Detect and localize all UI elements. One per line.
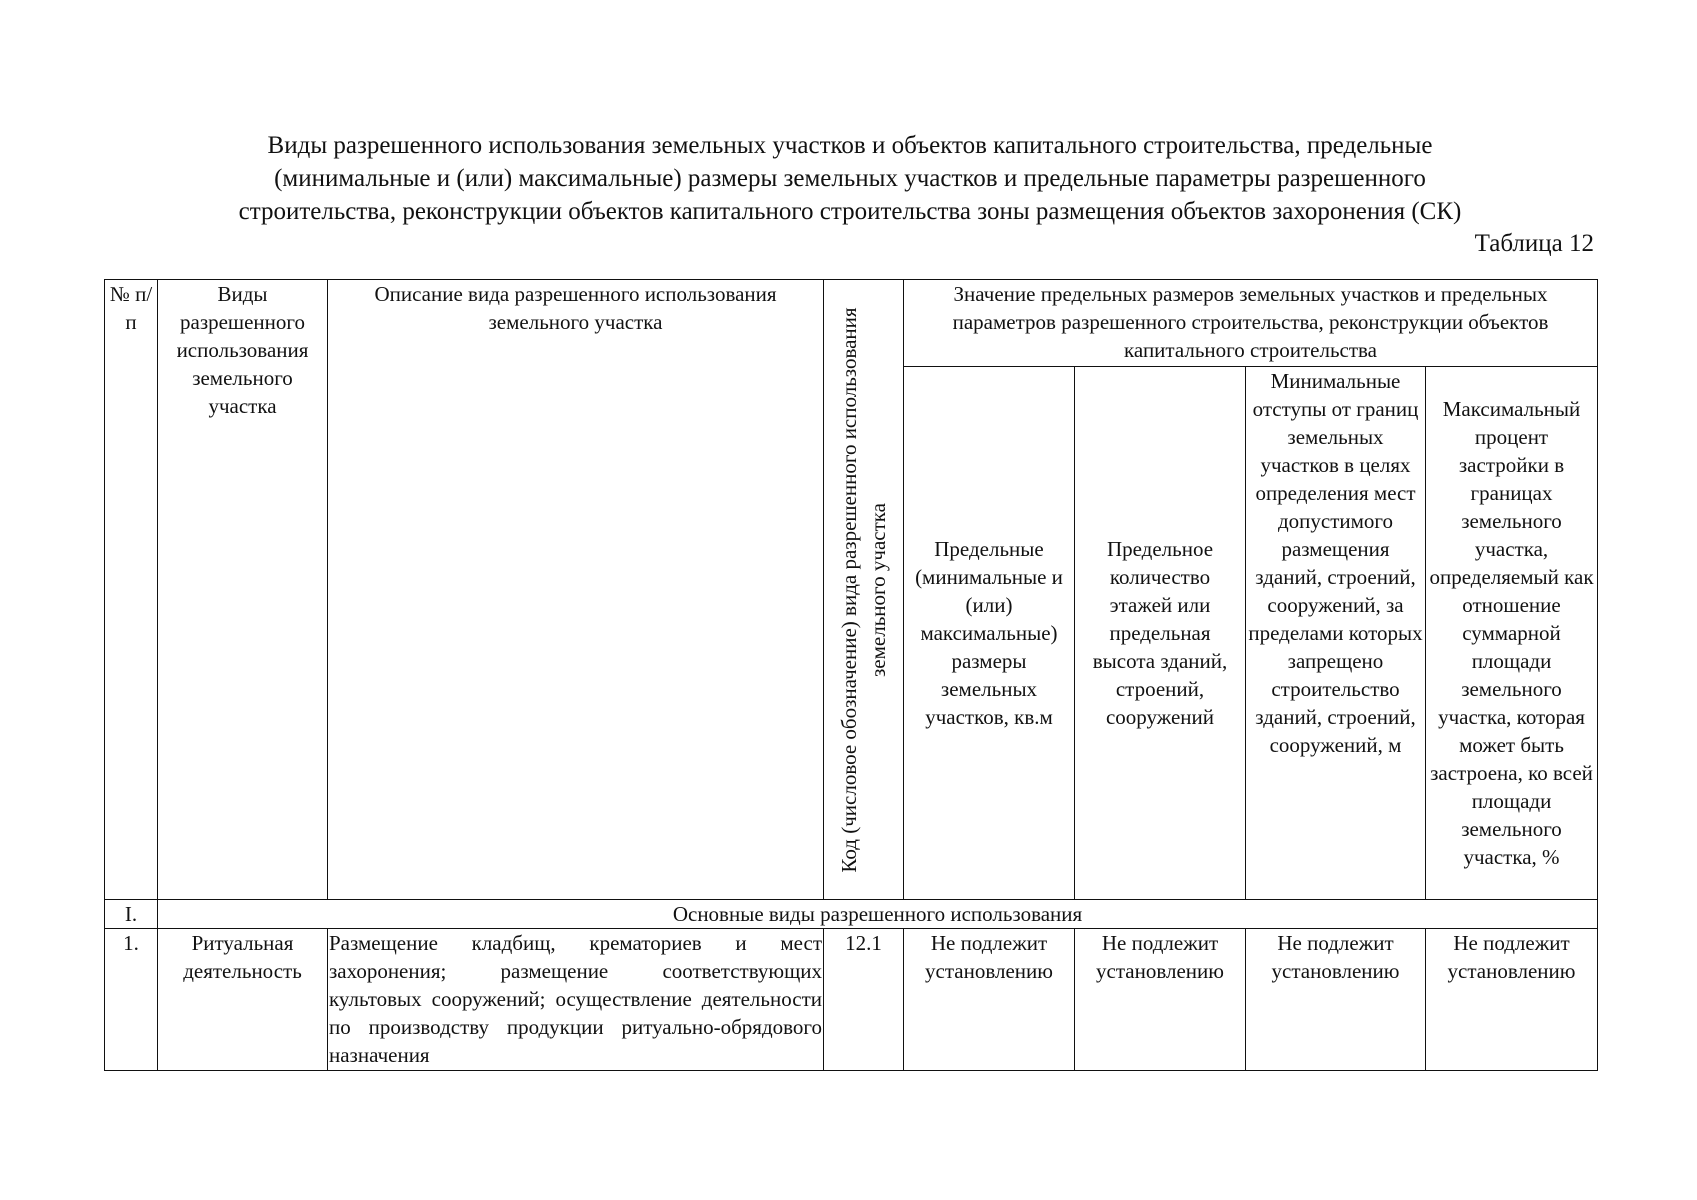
section-title: Основные виды разрешенного использования — [158, 900, 1598, 929]
row-setbacks: Не подлежит установлению — [1246, 929, 1426, 1071]
header-size: Предельные (минимальные и (или) максимальные) размеры земельных участков, кв.м — [904, 367, 1075, 900]
table-label: Таблица 12 — [1474, 230, 1594, 257]
title-line-3: строительства, реконструкции объектов капитального строительства зоны размещения объектов захоронения (СК) — [238, 198, 1462, 225]
header-num: № п/п — [105, 280, 158, 900]
header-code-text: Код (числовое обозначение) вида разрешенного использования земельного участка — [837, 306, 890, 873]
document-title — [120, 129, 1580, 228]
row-code: 12.1 — [824, 929, 904, 1071]
row-description: Размещение кладбищ, крематориев и мест захоронения; размещение соответствующих культовых сооружений; осуществление деятельности по производству продукции ритуально-обрядового назначения — [328, 929, 824, 1071]
row-floors: Не подлежит установлению — [1075, 929, 1246, 1071]
title-line-1: Виды разрешенного использования земельных участков и объектов капитального строительства, предельные — [267, 132, 1433, 159]
header-coverage: Максимальный процент застройки в границах земельного участка, определяемый как отношение суммарной площади земельного участка, которая может быть застроена, ко всей площади земельного участка, % — [1426, 367, 1598, 900]
header-code — [824, 280, 904, 900]
table-row — [105, 929, 1598, 1071]
title-line-2: (минимальные и (или) максимальные) размеры земельных участков и предельные параметры разрешенного — [274, 165, 1426, 192]
header-row-1 — [105, 280, 1598, 367]
row-num: 1. — [105, 929, 158, 1071]
section-row — [105, 900, 1598, 929]
header-floors: Предельное количество этажей или предельная высота зданий, строений, сооружений — [1075, 367, 1246, 900]
row-size: Не подлежит установлению — [904, 929, 1075, 1071]
header-limits-group: Значение предельных размеров земельных участков и предельных параметров разрешенного строительства, реконструкции объектов капитального строительства — [904, 280, 1598, 367]
row-coverage: Не подлежит установлению — [1426, 929, 1598, 1071]
row-type: Ритуальная деятельность — [158, 929, 328, 1071]
section-number: I. — [105, 900, 158, 929]
land-use-table — [104, 279, 1598, 1071]
header-description: Описание вида разрешенного использования земельного участка — [328, 280, 824, 900]
header-type: Виды разрешенного использования земельного участка — [158, 280, 328, 900]
header-setbacks: Минимальные отступы от границ земельных участков в целях определения мест допустимого размещения зданий, строений, сооружений, за пределами которых запрещено строительство зданий, строений, сооружений, м — [1246, 367, 1426, 900]
